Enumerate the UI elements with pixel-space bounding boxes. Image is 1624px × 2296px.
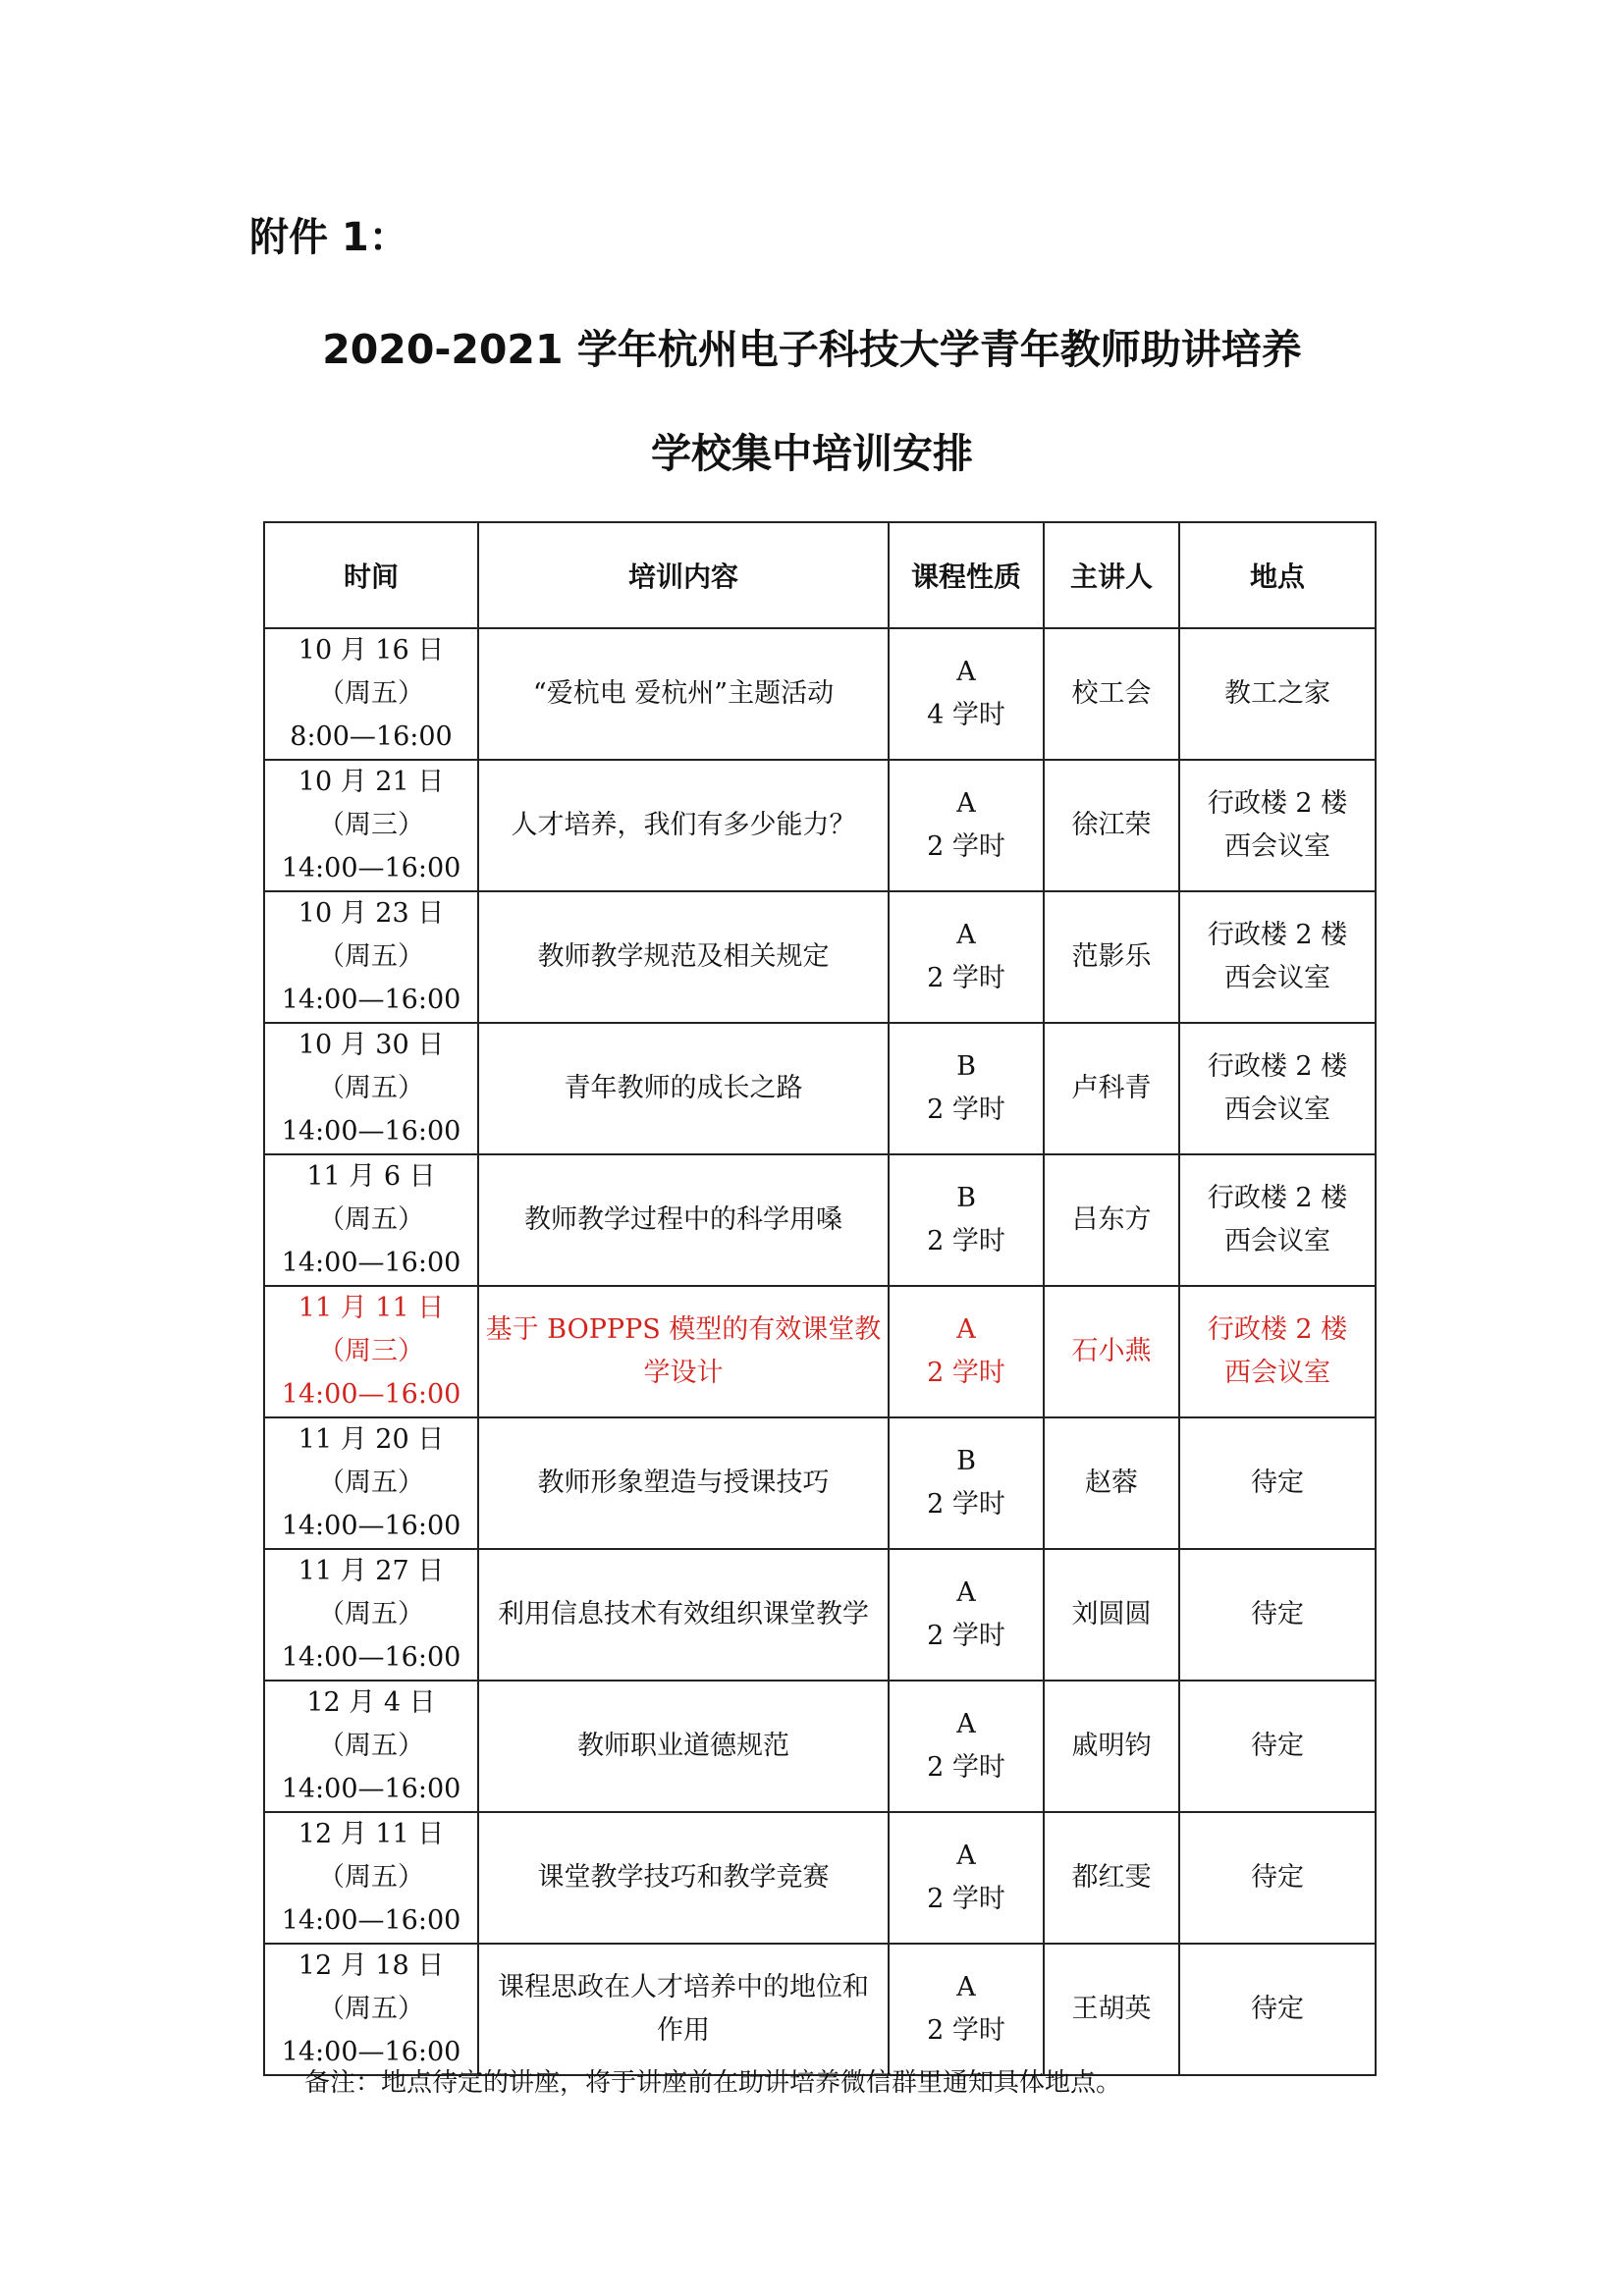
speaker-cell bbox=[1044, 891, 1179, 1023]
content-cell bbox=[478, 1286, 889, 1417]
course-title: 教师形象塑造与授课技巧 bbox=[537, 1468, 830, 1498]
header-content: 培训内容 bbox=[478, 522, 889, 628]
time-cell bbox=[264, 1681, 478, 1812]
course-type-text: B bbox=[956, 1446, 976, 1476]
course-type-text: A bbox=[956, 657, 976, 687]
speaker-cell bbox=[1044, 1417, 1179, 1549]
location-line-1: 待定 bbox=[1251, 1862, 1304, 1893]
course-type-cell bbox=[889, 1023, 1044, 1154]
table-row bbox=[264, 1023, 1376, 1154]
time-cell bbox=[264, 628, 478, 760]
content-cell bbox=[478, 1417, 889, 1549]
course-type-cell bbox=[889, 1549, 1044, 1681]
speaker-name: 王胡英 bbox=[1071, 1994, 1152, 2024]
time-cell bbox=[264, 1286, 478, 1417]
course-title: 人才培养，我们有多少能力？ bbox=[511, 810, 856, 840]
course-type-text: A bbox=[956, 1577, 976, 1608]
course-title: 课堂教学技巧和教学竞赛 bbox=[537, 1862, 830, 1893]
location-cell bbox=[1179, 1417, 1376, 1549]
speaker-name: 范影乐 bbox=[1071, 941, 1152, 972]
location-cell bbox=[1179, 1023, 1376, 1154]
course-type-cell bbox=[889, 1944, 1044, 2075]
time-cell bbox=[264, 891, 478, 1023]
time-range-text: 14:00—16:00 bbox=[281, 1642, 461, 1673]
location-line-2: 西会议室 bbox=[1224, 1095, 1330, 1125]
course-hours-text: 2 学时 bbox=[927, 1095, 1005, 1125]
weekday-text: （周五） bbox=[318, 1862, 424, 1893]
course-type-text: A bbox=[956, 1972, 976, 2002]
header-course-type: 课程性质 bbox=[889, 522, 1044, 628]
course-type-cell bbox=[889, 760, 1044, 891]
speaker-name: 卢科青 bbox=[1071, 1073, 1152, 1103]
course-title: 青年教师的成长之路 bbox=[564, 1073, 803, 1103]
location-line-1: 教工之家 bbox=[1224, 678, 1330, 709]
time-range-text: 14:00—16:00 bbox=[281, 985, 461, 1015]
weekday-text: （周五） bbox=[318, 941, 424, 972]
table-row bbox=[264, 891, 1376, 1023]
course-hours-text: 2 学时 bbox=[927, 1226, 1005, 1256]
course-type-cell bbox=[889, 1154, 1044, 1286]
time-cell bbox=[264, 1417, 478, 1549]
speaker-cell bbox=[1044, 1944, 1179, 2075]
location-line-2: 西会议室 bbox=[1224, 831, 1330, 862]
course-type-text: A bbox=[956, 920, 976, 950]
time-cell bbox=[264, 1549, 478, 1681]
speaker-cell bbox=[1044, 1023, 1179, 1154]
speaker-cell bbox=[1044, 1812, 1179, 1944]
course-title: 课程思政在人才培养中的地位和作用 bbox=[498, 1972, 869, 2046]
course-type-text: A bbox=[956, 1841, 976, 1871]
time-range-text: 14:00—16:00 bbox=[281, 2037, 461, 2067]
time-cell bbox=[264, 1944, 478, 2075]
date-text: 10 月 30 日 bbox=[298, 1030, 445, 1060]
content-cell bbox=[478, 760, 889, 891]
speaker-cell bbox=[1044, 628, 1179, 760]
course-hours-text: 2 学时 bbox=[927, 963, 1005, 993]
course-title: 教师职业道德规范 bbox=[577, 1731, 789, 1761]
speaker-name: 吕东方 bbox=[1071, 1204, 1152, 1235]
attachment-label: 附件 1： bbox=[249, 215, 408, 260]
course-type-text: B bbox=[956, 1051, 976, 1082]
time-range-text: 14:00—16:00 bbox=[281, 1379, 461, 1410]
date-text: 11 月 27 日 bbox=[298, 1556, 445, 1586]
speaker-name: 徐江荣 bbox=[1071, 810, 1152, 840]
course-type-cell bbox=[889, 1286, 1044, 1417]
time-range-text: 8:00—16:00 bbox=[290, 721, 453, 752]
location-line-1: 行政楼 2 楼 bbox=[1207, 788, 1348, 819]
weekday-text: （周五） bbox=[318, 1599, 424, 1629]
content-cell bbox=[478, 1023, 889, 1154]
location-line-1: 待定 bbox=[1251, 1468, 1304, 1498]
time-cell bbox=[264, 1812, 478, 1944]
date-text: 12 月 18 日 bbox=[298, 1950, 445, 1981]
location-cell bbox=[1179, 1944, 1376, 2075]
table-row bbox=[264, 1154, 1376, 1286]
location-cell bbox=[1179, 1812, 1376, 1944]
time-range-text: 14:00—16:00 bbox=[281, 1511, 461, 1541]
course-hours-text: 2 学时 bbox=[927, 1358, 1005, 1388]
course-hours-text: 2 学时 bbox=[927, 2015, 1005, 2046]
location-line-2: 西会议室 bbox=[1224, 963, 1330, 993]
speaker-name: 刘圆圆 bbox=[1071, 1599, 1152, 1629]
course-type-cell bbox=[889, 1417, 1044, 1549]
content-cell bbox=[478, 1944, 889, 2075]
speaker-name: 校工会 bbox=[1071, 678, 1152, 709]
content-cell bbox=[478, 1681, 889, 1812]
table-row bbox=[264, 760, 1376, 891]
course-type-text: B bbox=[956, 1183, 976, 1213]
content-cell bbox=[478, 628, 889, 760]
course-hours-text: 2 学时 bbox=[927, 1884, 1005, 1914]
table-row bbox=[264, 1681, 1376, 1812]
location-cell bbox=[1179, 1681, 1376, 1812]
date-text: 11 月 6 日 bbox=[306, 1161, 436, 1192]
table-row bbox=[264, 1286, 1376, 1417]
location-line-2: 西会议室 bbox=[1224, 1358, 1330, 1388]
table-header-row bbox=[264, 522, 1376, 628]
time-range-text: 14:00—16:00 bbox=[281, 1774, 461, 1804]
speaker-cell bbox=[1044, 1549, 1179, 1681]
course-type-cell bbox=[889, 628, 1044, 760]
course-hours-text: 2 学时 bbox=[927, 1752, 1005, 1783]
weekday-text: （周五） bbox=[318, 1994, 424, 2024]
date-text: 10 月 21 日 bbox=[298, 767, 445, 797]
header-time: 时间 bbox=[264, 522, 478, 628]
header-location: 地点 bbox=[1179, 522, 1376, 628]
speaker-cell bbox=[1044, 1286, 1179, 1417]
course-hours-text: 2 学时 bbox=[927, 1621, 1005, 1651]
date-text: 12 月 4 日 bbox=[306, 1687, 436, 1718]
table-row bbox=[264, 1417, 1376, 1549]
course-hours-text: 2 学时 bbox=[927, 831, 1005, 862]
content-cell bbox=[478, 1549, 889, 1681]
header-speaker: 主讲人 bbox=[1044, 522, 1179, 628]
weekday-text: （周三） bbox=[318, 810, 424, 840]
location-line-2: 西会议室 bbox=[1224, 1226, 1330, 1256]
location-line-1: 行政楼 2 楼 bbox=[1207, 920, 1348, 950]
document-subtitle: 学校集中培训安排 bbox=[651, 430, 973, 477]
time-range-text: 14:00—16:00 bbox=[281, 1905, 461, 1936]
weekday-text: （周五） bbox=[318, 1204, 424, 1235]
time-cell bbox=[264, 760, 478, 891]
speaker-name: 都红雯 bbox=[1071, 1862, 1152, 1893]
training-schedule-table bbox=[263, 521, 1377, 2076]
time-cell bbox=[264, 1154, 478, 1286]
time-range-text: 14:00—16:00 bbox=[281, 1116, 461, 1147]
speaker-name: 戚明钧 bbox=[1071, 1731, 1152, 1761]
course-hours-text: 2 学时 bbox=[927, 1489, 1005, 1520]
speaker-cell bbox=[1044, 1154, 1179, 1286]
table-row bbox=[264, 1549, 1376, 1681]
location-cell bbox=[1179, 1549, 1376, 1681]
document-title: 2020-2021 学年杭州电子科技大学青年教师助讲培养 bbox=[322, 326, 1302, 373]
speaker-name: 石小燕 bbox=[1071, 1336, 1152, 1366]
location-line-1: 行政楼 2 楼 bbox=[1207, 1314, 1348, 1345]
table-row bbox=[264, 1944, 1376, 2075]
footnote: 备注：地点待定的讲座，将于讲座前在助讲培养微信群里通知具体地点。 bbox=[304, 2068, 1122, 2098]
weekday-text: （周五） bbox=[318, 678, 424, 709]
weekday-text: （周三） bbox=[318, 1336, 424, 1366]
course-title: 教师教学规范及相关规定 bbox=[537, 941, 830, 972]
date-text: 10 月 23 日 bbox=[298, 898, 445, 929]
speaker-cell bbox=[1044, 1681, 1179, 1812]
course-type-text: A bbox=[956, 1709, 976, 1739]
course-type-text: A bbox=[956, 788, 976, 819]
course-title: 教师教学过程中的科学用嗓 bbox=[524, 1204, 842, 1235]
date-text: 12 月 11 日 bbox=[298, 1819, 445, 1849]
speaker-name: 赵蓉 bbox=[1085, 1468, 1138, 1498]
weekday-text: （周五） bbox=[318, 1731, 424, 1761]
date-text: 11 月 11 日 bbox=[298, 1293, 445, 1323]
content-cell bbox=[478, 1154, 889, 1286]
weekday-text: （周五） bbox=[318, 1468, 424, 1498]
location-cell bbox=[1179, 628, 1376, 760]
location-cell bbox=[1179, 760, 1376, 891]
course-type-text: A bbox=[956, 1314, 976, 1345]
location-line-1: 待定 bbox=[1251, 1731, 1304, 1761]
course-type-cell bbox=[889, 1812, 1044, 1944]
table-row bbox=[264, 1812, 1376, 1944]
course-type-cell bbox=[889, 891, 1044, 1023]
content-cell bbox=[478, 891, 889, 1023]
content-cell bbox=[478, 1812, 889, 1944]
location-line-1: 待定 bbox=[1251, 1599, 1304, 1629]
table-row bbox=[264, 628, 1376, 760]
course-title: 利用信息技术有效组织课堂教学 bbox=[498, 1599, 869, 1629]
location-cell bbox=[1179, 1154, 1376, 1286]
time-range-text: 14:00—16:00 bbox=[281, 853, 461, 883]
location-cell bbox=[1179, 891, 1376, 1023]
location-line-1: 行政楼 2 楼 bbox=[1207, 1183, 1348, 1213]
time-range-text: 14:00—16:00 bbox=[281, 1248, 461, 1278]
location-line-1: 行政楼 2 楼 bbox=[1207, 1051, 1348, 1082]
course-title: “爱杭电 爱杭州”主题活动 bbox=[532, 678, 835, 709]
location-cell bbox=[1179, 1286, 1376, 1417]
course-title: 基于 BOPPPS 模型的有效课堂教学设计 bbox=[485, 1314, 882, 1388]
course-type-cell bbox=[889, 1681, 1044, 1812]
date-text: 11 月 20 日 bbox=[298, 1424, 445, 1455]
date-text: 10 月 16 日 bbox=[298, 635, 445, 666]
weekday-text: （周五） bbox=[318, 1073, 424, 1103]
location-line-1: 待定 bbox=[1251, 1994, 1304, 2024]
time-cell bbox=[264, 1023, 478, 1154]
course-hours-text: 4 学时 bbox=[927, 700, 1005, 730]
speaker-cell bbox=[1044, 760, 1179, 891]
